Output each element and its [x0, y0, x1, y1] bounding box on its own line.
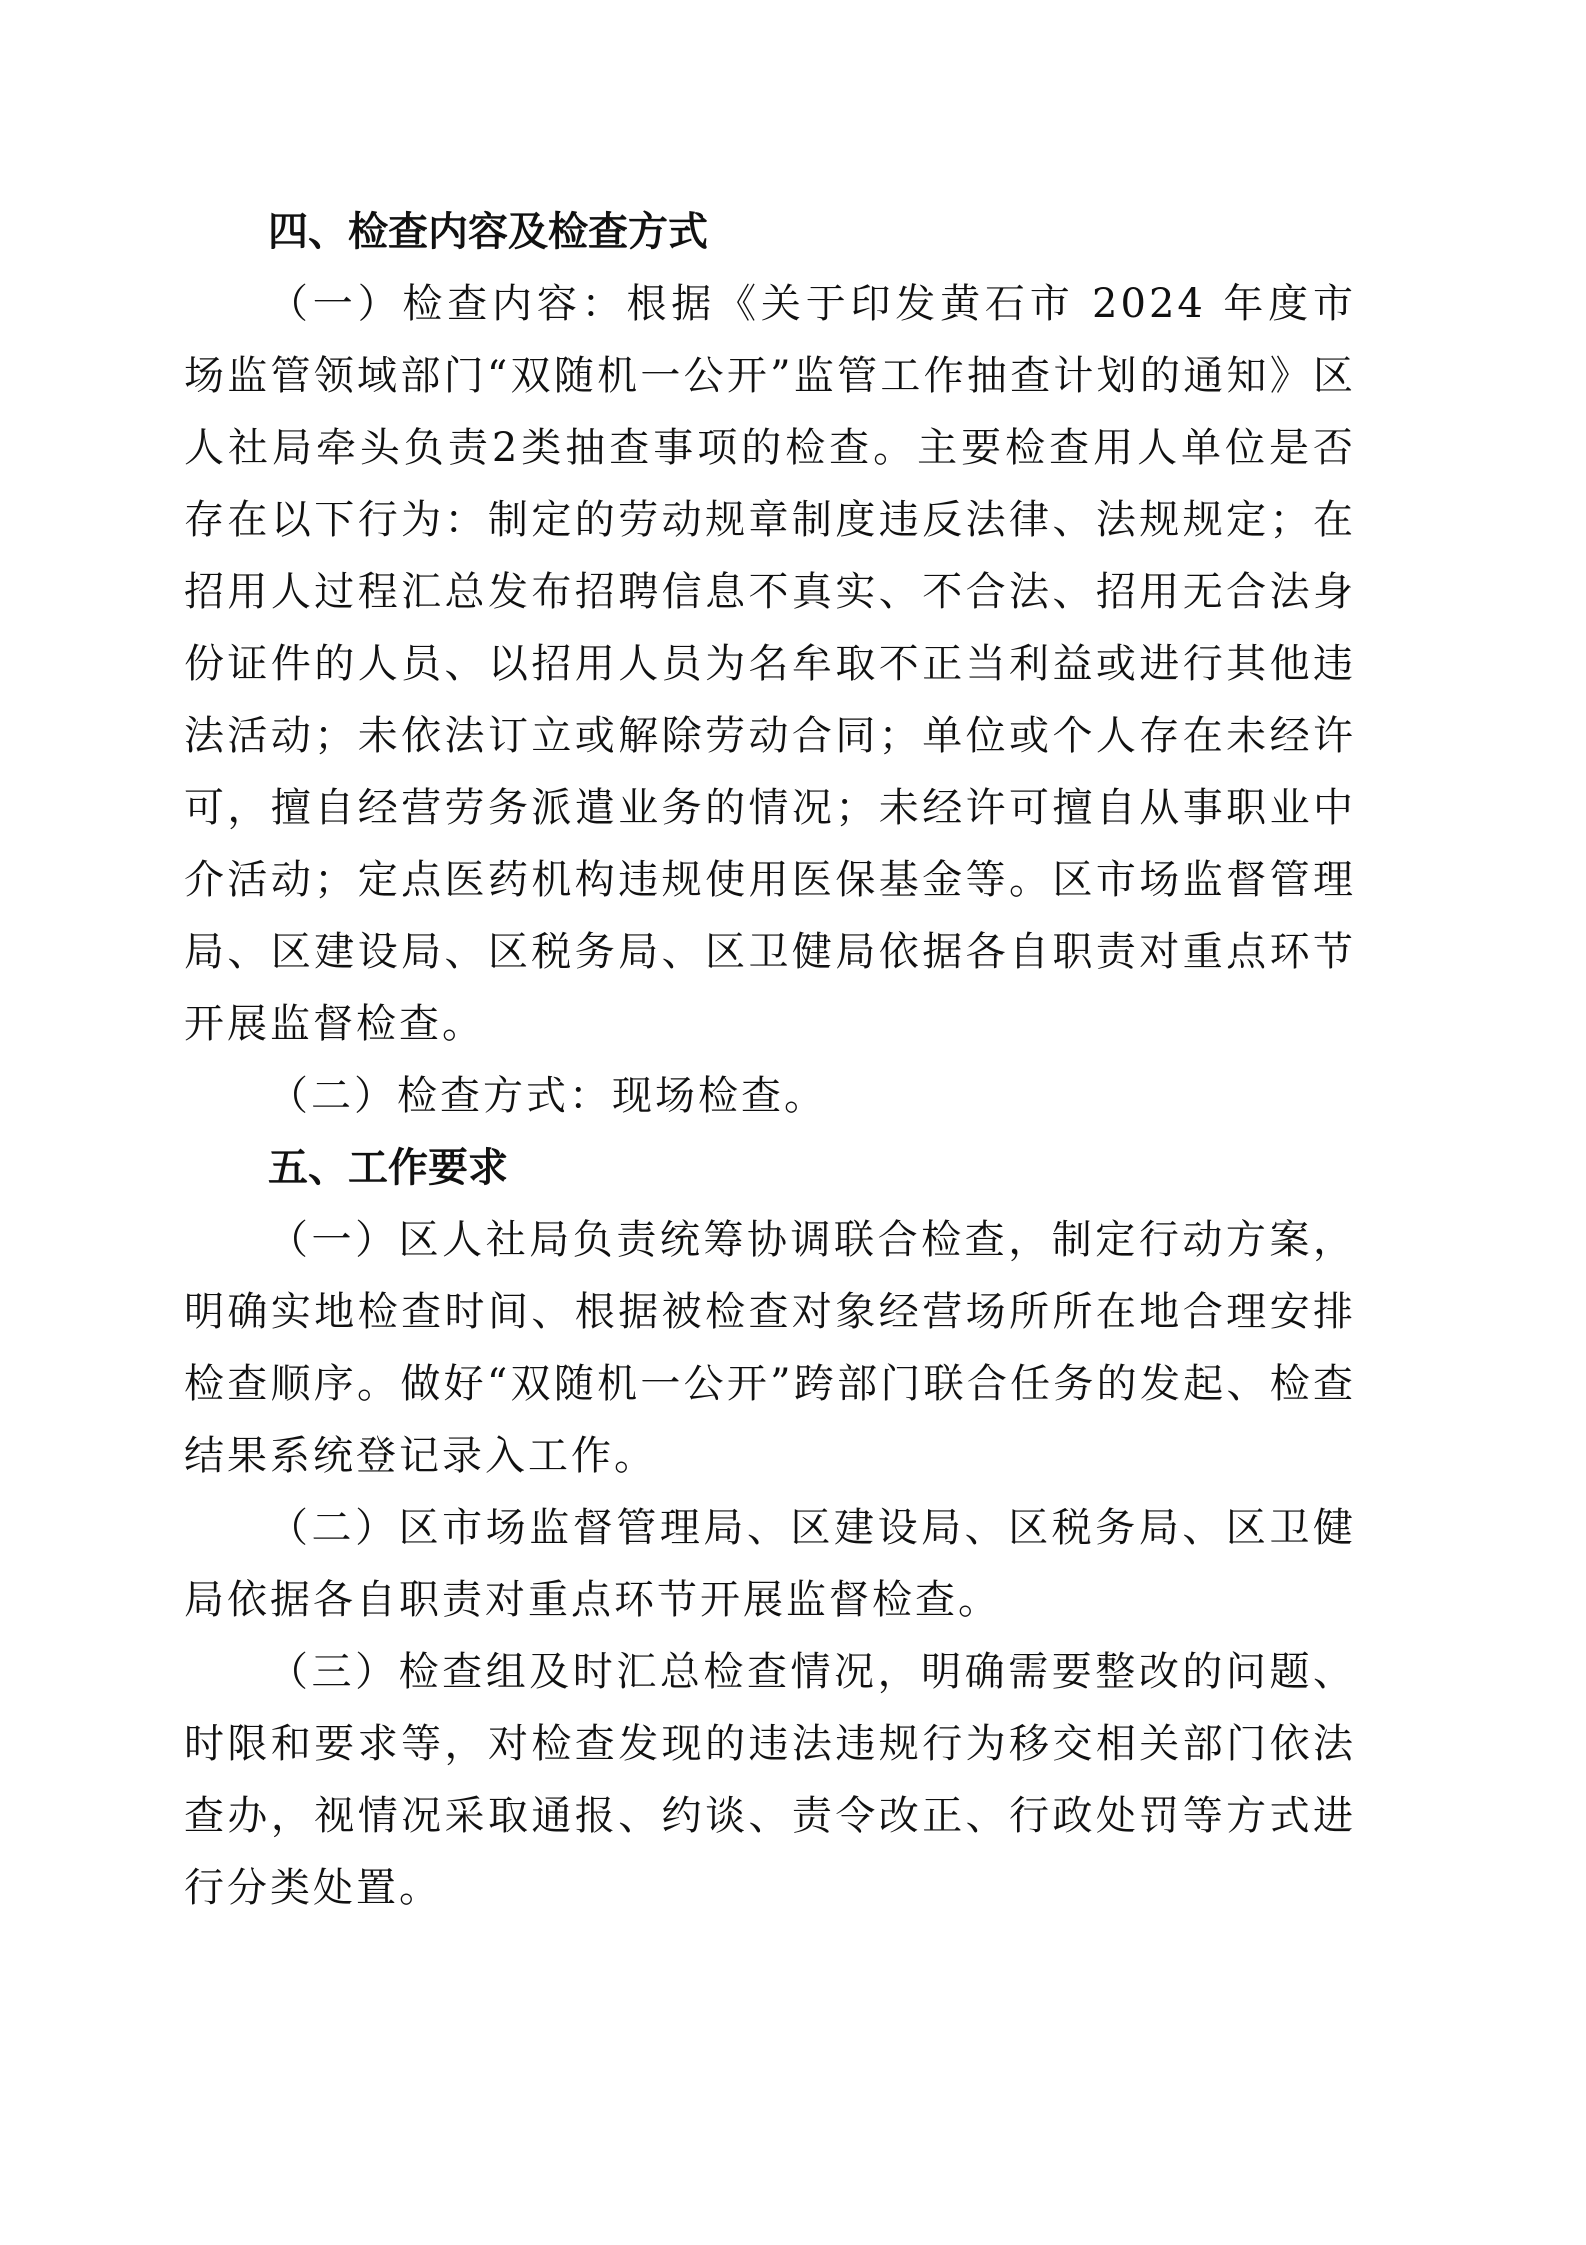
section-4-paragraph-1: （一）检查内容：根据《关于印发黄石市 2024 年度市场监管领域部门“双随机一公开”监管工作抽查计划的通知》区人社局牵头负责2类抽查事项的检查。主要检查用人单位是否存在以下行为：制定的劳动规章制度违反法律、法规规定；在招用人过程汇总发布招聘信息不真实、不合法、招用无合法身份证件的人员、以招用人员为名牟取不正当利益或进行其他违法活动；未依法订立或解除劳动合同；单位或个人存在未经许可，擅自经营劳务派遣业务的情况；未经许可擅自从事职业中介活动；定点医药机构违规使用医保基金等。区市场监督管理局、区建设局、区税务局、区卫健局依据各自职责对重点环节开展监督检查。 [184, 281, 1356, 1047]
section-5-paragraph-2: （二）区市场监督管理局、区建设局、区税务局、区卫健局依据各自职责对重点环节开展监督检查。 [184, 1505, 1356, 1623]
document-body [184, 196, 1356, 1924]
section-5-paragraph-1: （一）区人社局负责统筹协调联合检查，制定行动方案，明确实地检查时间、根据被检查对象经营场所所在地合理安排检查顺序。做好“双随机一公开”跨部门联合任务的发起、检查结果系统登记录入工作。 [184, 1217, 1356, 1479]
section-5-paragraph-3: （三）检查组及时汇总检查情况，明确需要整改的问题、时限和要求等，对检查发现的违法违规行为移交相关部门依法查办，视情况采取通报、约谈、责令改正、行政处罚等方式进行分类处置。 [184, 1649, 1356, 1911]
section-4-paragraph-2: （二）检查方式：现场检查。 [268, 1073, 827, 1119]
section-5-heading: 五、工作要求 [268, 1145, 508, 1191]
section-4-heading: 四、检查内容及检查方式 [268, 209, 708, 255]
